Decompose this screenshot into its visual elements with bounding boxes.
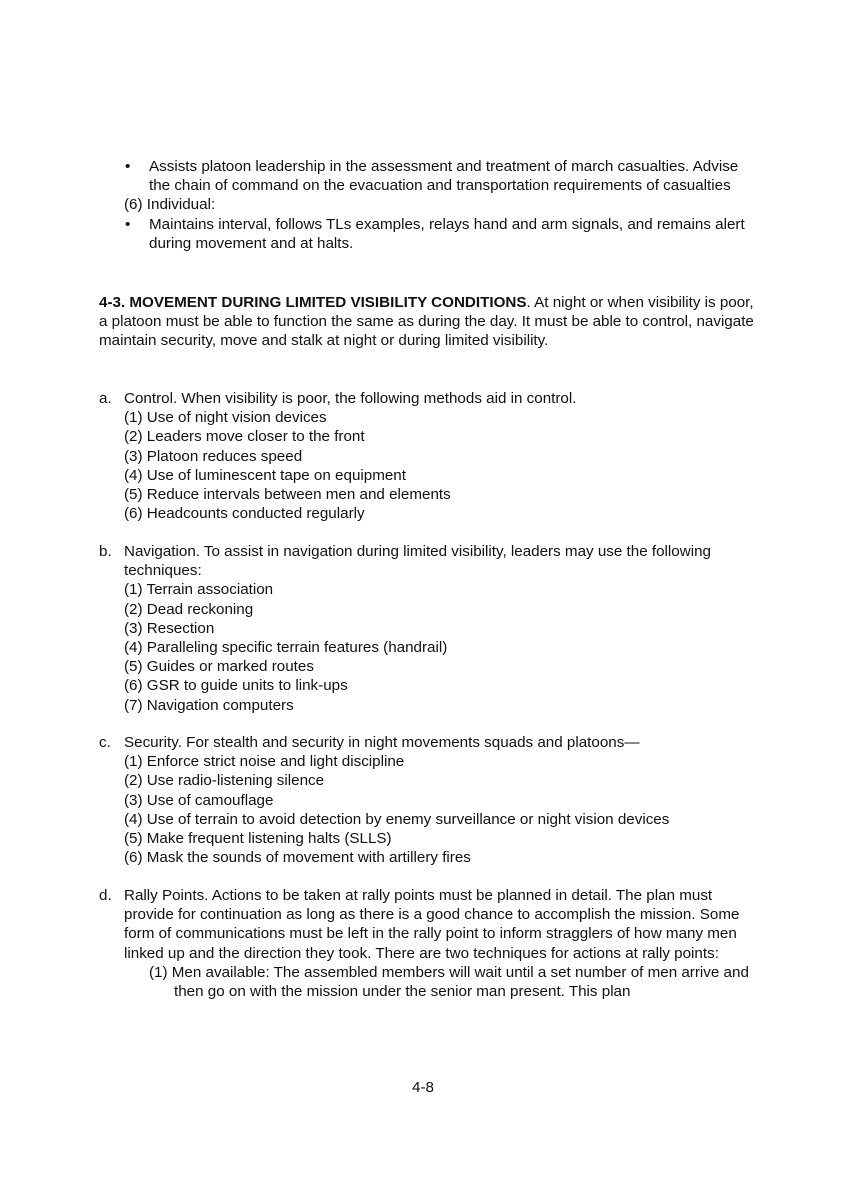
- bullet-text: Maintains interval, follows TLs examples, relays hand and arm signals, and remains alert during movement and at halts.: [149, 215, 745, 252]
- list-item: (5) Guides or marked routes: [124, 658, 314, 676]
- control-list: [124, 408, 759, 523]
- security-section: [99, 733, 759, 867]
- list-item: (4) Use of terrain to avoid detection by enemy surveillance or night vision devices: [124, 810, 670, 828]
- list-item: (3) Resection: [124, 619, 215, 637]
- list-item: (4) Use of luminescent tape on equipment: [124, 466, 406, 484]
- list-item: (2) Use radio-listening silence: [124, 772, 325, 790]
- navigation-section: [99, 542, 759, 715]
- list-item: (1) Enforce strict noise and light discipline: [124, 753, 405, 771]
- rally-text: Rally Points. Actions to be taken at rally points must be planned in detail. The plan must provide for continuation as long as there is a good chance to accomplish the mission. Some form of communications must be left in the rally point to inform stragglers of how many men linked up and the direction they took. There are two techniques for actions at rally points:: [124, 887, 740, 962]
- list-item: (2) Leaders move closer to the front: [124, 428, 365, 446]
- list-item: (1) Use of night vision devices: [124, 409, 327, 427]
- security-text: Security. For stealth and security in night movements squads and platoons—: [124, 734, 640, 751]
- list-item: [99, 157, 759, 195]
- list-item: (6) GSR to guide units to link-ups: [124, 677, 348, 695]
- item-letter: b.: [99, 543, 112, 560]
- bullet-icon: •: [125, 158, 131, 175]
- list-item: (3) Platoon reduces speed: [124, 447, 303, 465]
- list-item: (4) Paralleling specific terrain features (handrail): [124, 639, 448, 657]
- bullet-icon: •: [125, 215, 131, 233]
- list-item: [99, 215, 759, 253]
- list-item: (2) Dead reckoning: [124, 600, 254, 618]
- rally-list: [124, 963, 759, 1001]
- navigation-list: [124, 580, 759, 714]
- control-text: Control. When visibility is poor, the following methods aid in control.: [124, 390, 577, 407]
- control-section: [99, 389, 759, 523]
- rally-section: [99, 886, 759, 1001]
- list-item: (5) Reduce intervals between men and elements: [124, 486, 451, 504]
- item-letter: d.: [99, 887, 112, 904]
- bullet-text: Assists platoon leadership in the assessment and treatment of march casualties. Advise the chain of command on the evacuation and transportation requirements of casualties: [149, 158, 739, 195]
- section-intro: . At night or when visibility is poor, a platoon must be able to function the same as during the day. It must be able to control, navigate maintain security, move and stalk at night or during limited visibility.: [99, 294, 754, 350]
- list-item: (1) Terrain association: [124, 581, 274, 599]
- list-item: (6) Headcounts conducted regularly: [124, 505, 365, 523]
- item-letter: a.: [99, 390, 112, 407]
- list-item: (7) Navigation computers: [124, 696, 294, 714]
- list-item: (5) Make frequent listening halts (SLLS): [124, 830, 392, 848]
- list-item: (1) Men available: The assembled members will wait until a set number of men arrive and then go on with the mission under the senior man present. This plan: [149, 963, 749, 1001]
- individual-label: (6) Individual:: [124, 196, 216, 214]
- list-item: (6) Mask the sounds of movement with artillery fires: [124, 849, 471, 867]
- top-section: [99, 157, 759, 253]
- security-list: [124, 752, 759, 867]
- page-number: 4-8: [412, 1079, 434, 1096]
- navigation-text: Navigation. To assist in navigation during limited visibility, leaders may use the following techniques:: [124, 543, 711, 580]
- item-letter: c.: [99, 734, 111, 751]
- section-4-3: [99, 293, 759, 351]
- section-heading: 4-3. MOVEMENT DURING LIMITED VISIBILITY CONDITIONS: [99, 294, 527, 311]
- list-item: (3) Use of camouflage: [124, 791, 274, 809]
